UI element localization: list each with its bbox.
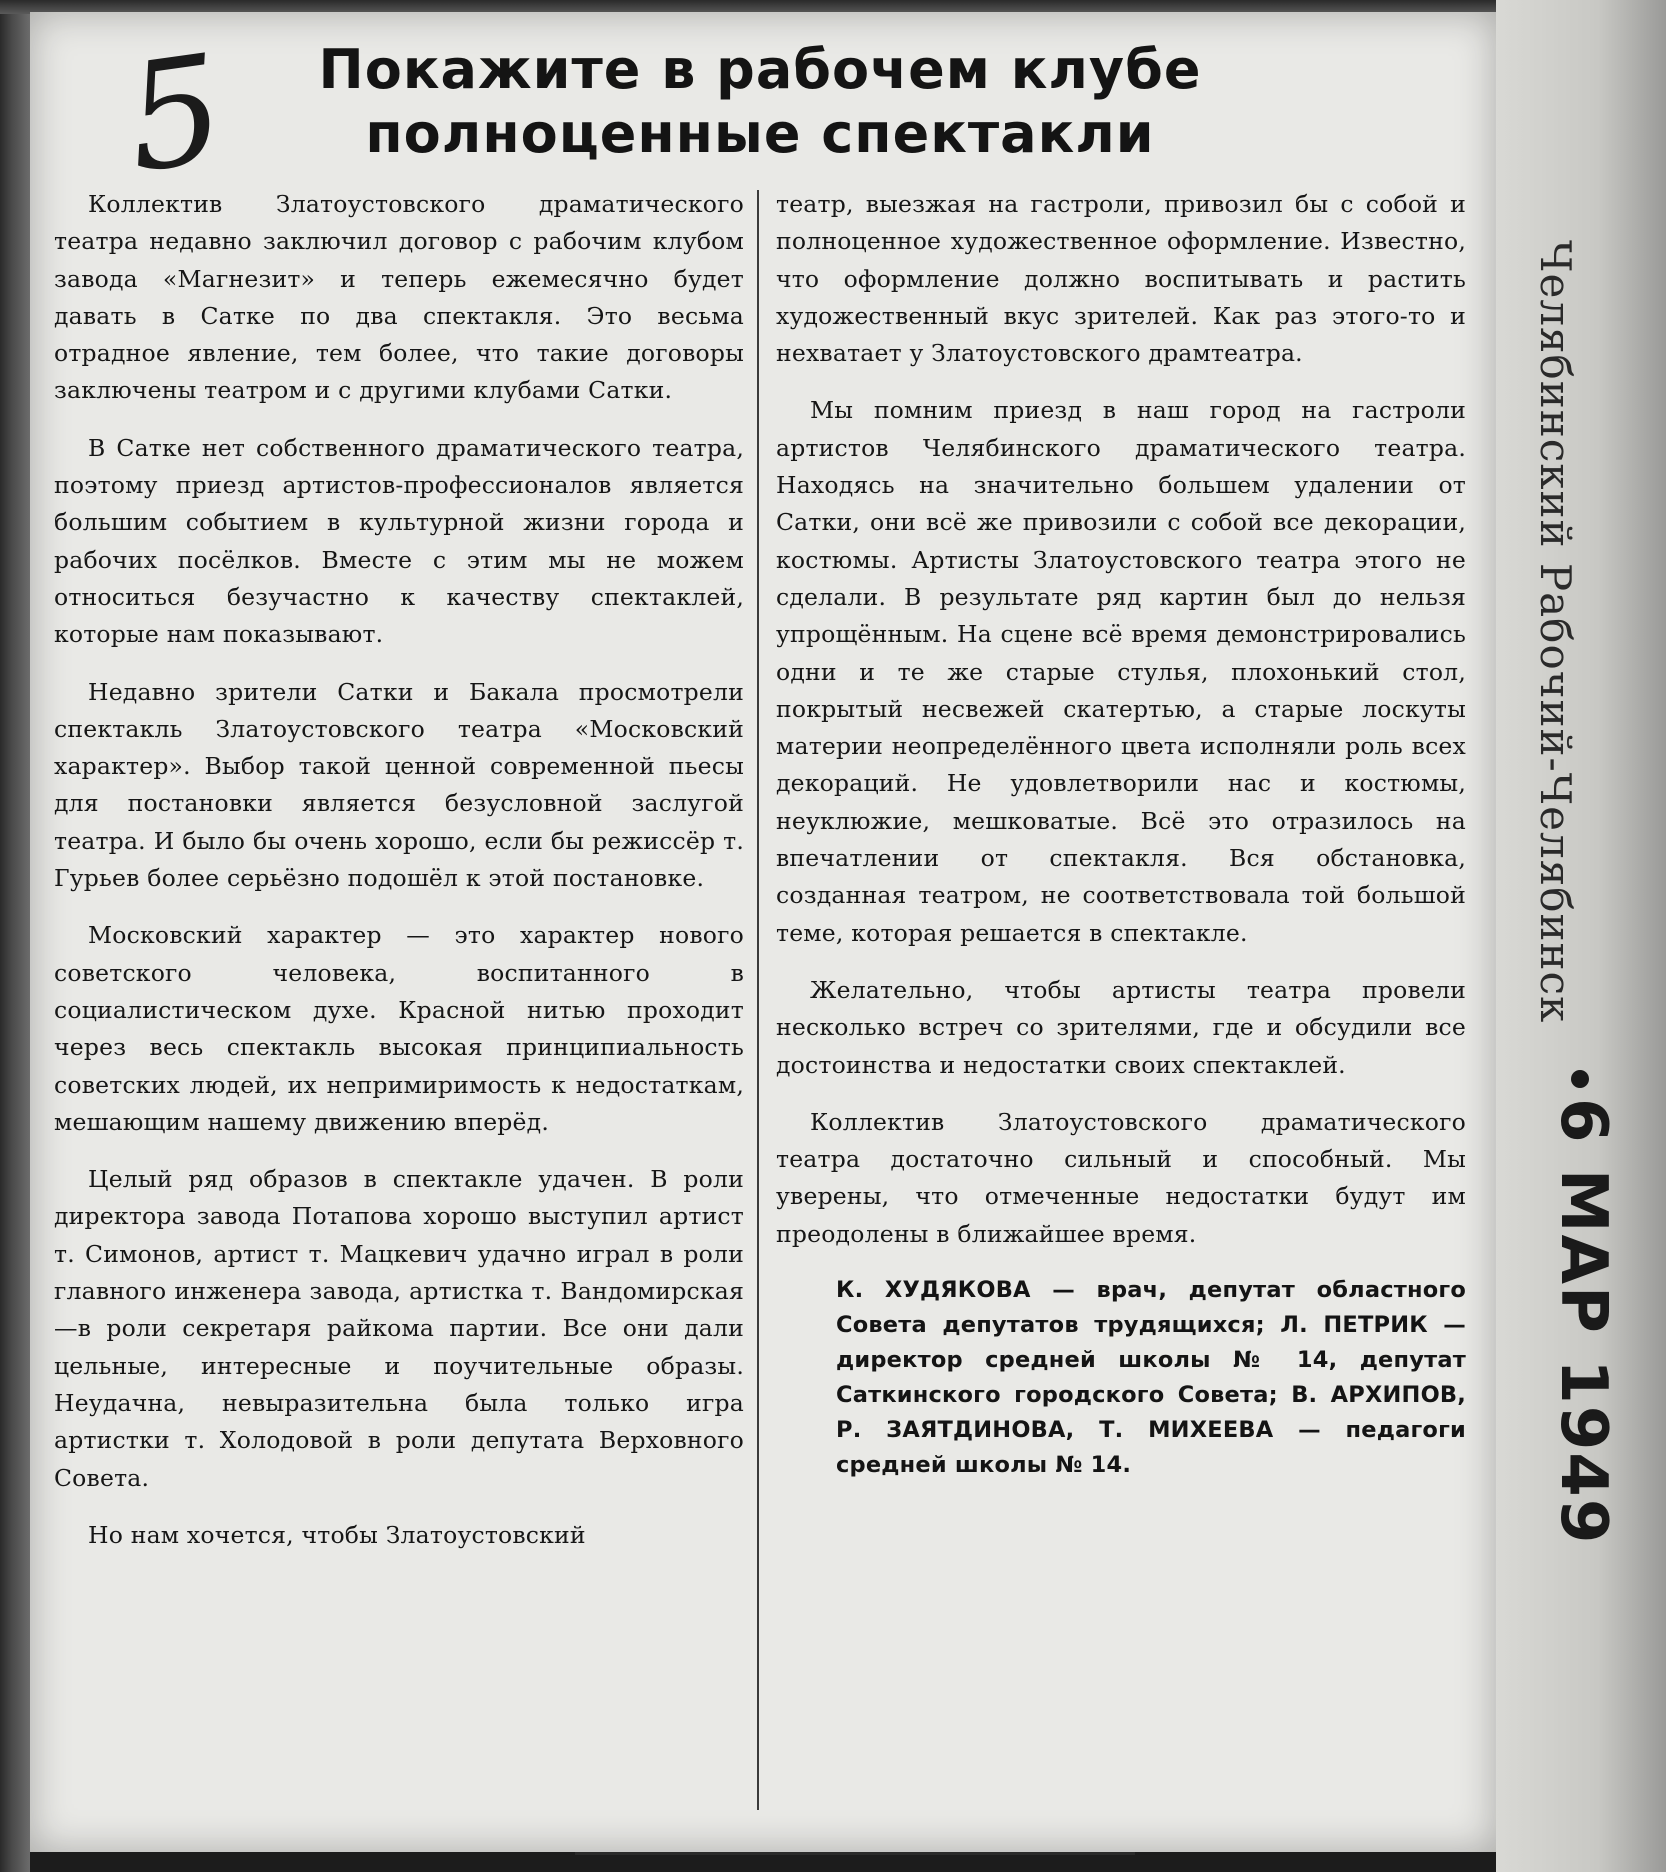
archive-stamp: [1520, 240, 1630, 1546]
paragraph: Недавно зрители Сатки и Бакала просмотрели спектакль Златоустовского театра «Московский характер». Выбор такой ценной современной пьесы для постановки является безусловной заслугой театра. И было бы очень хорошо, если бы режиссёр т. Гурьев более серьёзно подошёл к этой постановке.: [54, 677, 744, 893]
paragraph: Но нам хочется, чтобы Златоустовский: [88, 1520, 586, 1549]
paragraph: Мы помним приезд в наш город на гастроли артистов Челябинского драматического театра. Находясь на значительно большем удалении от Сатки, они всё же привозили с собой все декорации, костюмы. Артисты Златоустовского театра этого не сделали. В результате ряд картин был до нельзя упрощённым. На сцене всё время демонстрировались одни и те же старые стулья, плохонький стол, покрытый несвежей скатертью, а старые лоскуты материи неопределённого цвета исполняли роль всех декораций. Не удовлетворили нас и костюмы, неуклюжие, мешковатые. Всё это отразилось на впечатлении от спектакля. Вся обстановка, созданная театром, не соответствовала той большой теме, которая решается в спектакле.: [776, 396, 1466, 947]
article-headline: [160, 38, 1360, 165]
article-signature: К. ХУДЯКОВА — врач, депутат областного Совета депутатов трудящихся; Л. ПЕТРИК — директор средней школы № 14, депутат Саткинского городского Совета; В. АРХИПОВ, Р. ЗАЯТДИНОВА, Т. МИХЕЕВА — педагоги средней школы № 14.: [836, 1277, 1466, 1479]
headline-line-1: Покажите в рабочем клубе: [318, 38, 1202, 101]
paragraph: Целый ряд образов в спектакле удачен. В роли директора завода Потапова хорошо выступил артист т. Симонов, артист т. Мацкевич удачно играл в роли главного инженера завода, артистка т. Вандомирская—в роли секретаря райкома партии. Все они дали цельные, интересные и поучительные образы. Неудачна, невыразительна была только игра артистки т. Холодовой в роли депутата Верховного Совета.: [54, 1165, 744, 1492]
article-column-right: [776, 186, 1466, 1483]
paragraph: Коллектив Златоустовского драматического театра недавно заключил договор с рабочим клубом завода «Магнезит» и теперь ежемесячно будет давать в Сатке по два спектакля. Это весьма отрадное явление, тем более, что такие договоры заключены театром и с другими клубами Сатки.: [54, 190, 744, 405]
bottom-divider: [575, 1852, 1135, 1855]
paragraph: театр, выезжая на гастроли, привозил бы с собой и полноценное художественное оформление. Известно, что оформление должно воспитывать и растить художественный вкус зрителей. Как раз этого-то и нехватает у Златоустовского драмтеатра.: [776, 190, 1466, 368]
handwritten-page-number: 5: [116, 22, 234, 206]
newspaper-masthead-stamp: Челябинский Рабочий-Челябинск: [1531, 240, 1580, 1024]
bullet-icon: [1571, 1070, 1589, 1088]
scan-border-left: [0, 0, 30, 1872]
paragraph: Московский характер — это характер нового советского человека, воспитанного в социалистическом духе. Красной нитью проходит через весь спектакль высокая принципиальность советских людей, их непримиримость к недостаткам, мешающим нашему движению вперёд.: [54, 921, 744, 1136]
article-column-left: [54, 186, 744, 1574]
headline-line-2: полноценные спектакли: [365, 101, 1155, 165]
date-stamp: [1546, 1070, 1620, 1546]
paragraph: Коллектив Златоустовского драматического театра достаточно сильный и способный. Мы уверены, что отмеченные недостатки будут им преодолены в ближайшее время.: [776, 1107, 1466, 1248]
paragraph: В Сатке нет собственного драматического театра, поэтому приезд артистов-профессионалов является большим событием в культурной жизни города и рабочих посёлков. Вместе с этим мы не можем относиться безучастно к качеству спектаклей, которые нам показывают.: [54, 433, 744, 649]
paragraph: Желательно, чтобы артисты театра провели несколько встреч со зрителями, где и обсудили все достоинства и недостатки своих спектаклей.: [776, 975, 1466, 1079]
column-divider: [757, 190, 759, 1810]
date-stamp-text: 6 МАР 1949: [1546, 1098, 1620, 1546]
